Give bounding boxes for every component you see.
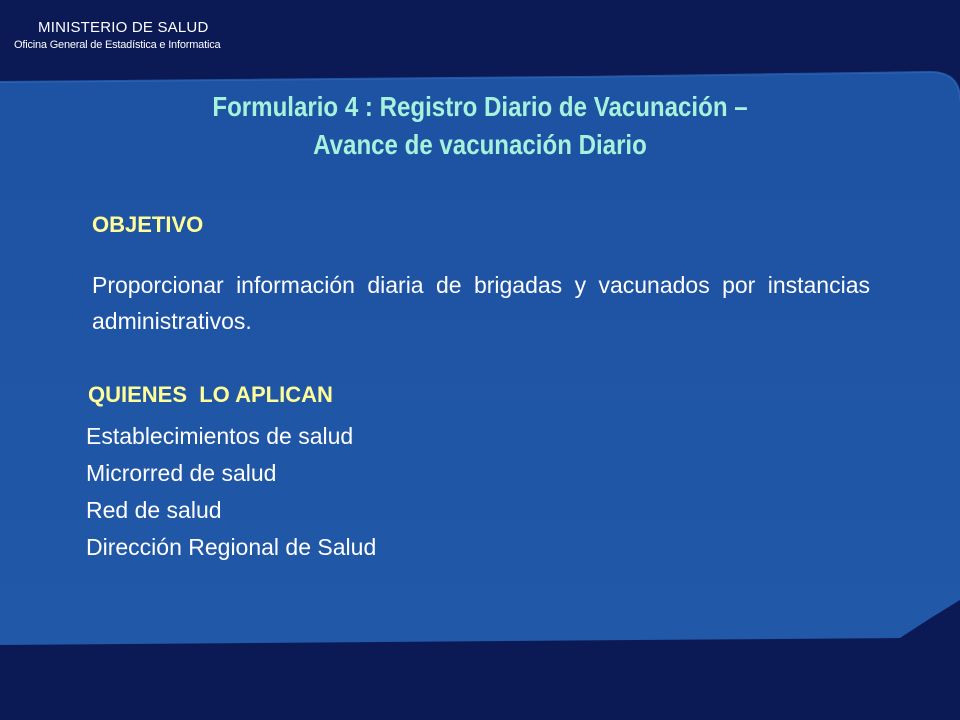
list-item: Establecimientos de salud xyxy=(86,423,354,449)
list-item: Dirección Regional de Salud xyxy=(86,534,377,560)
organization-header xyxy=(14,18,221,52)
org-name: MINISTERIO DE SALUD xyxy=(38,19,209,36)
slide-title xyxy=(119,88,841,164)
list-item: Microrred de salud xyxy=(86,460,277,486)
org-subtitle: Oficina General de Estadística e Informatica xyxy=(14,39,221,51)
objetivo-text: Proporcionar información diaria de brigadas y vacunados por instancias administrativos. xyxy=(92,272,870,334)
quienes-heading: QUIENES LO APLICAN xyxy=(88,382,333,407)
quienes-list xyxy=(86,418,376,566)
title-line-2: Avance de vacunación Diario xyxy=(313,129,647,160)
title-line-1: Formulario 4 : Registro Diario de Vacunación – xyxy=(212,91,748,122)
objetivo-heading: OBJETIVO xyxy=(92,212,204,237)
list-item: Red de salud xyxy=(86,497,222,523)
